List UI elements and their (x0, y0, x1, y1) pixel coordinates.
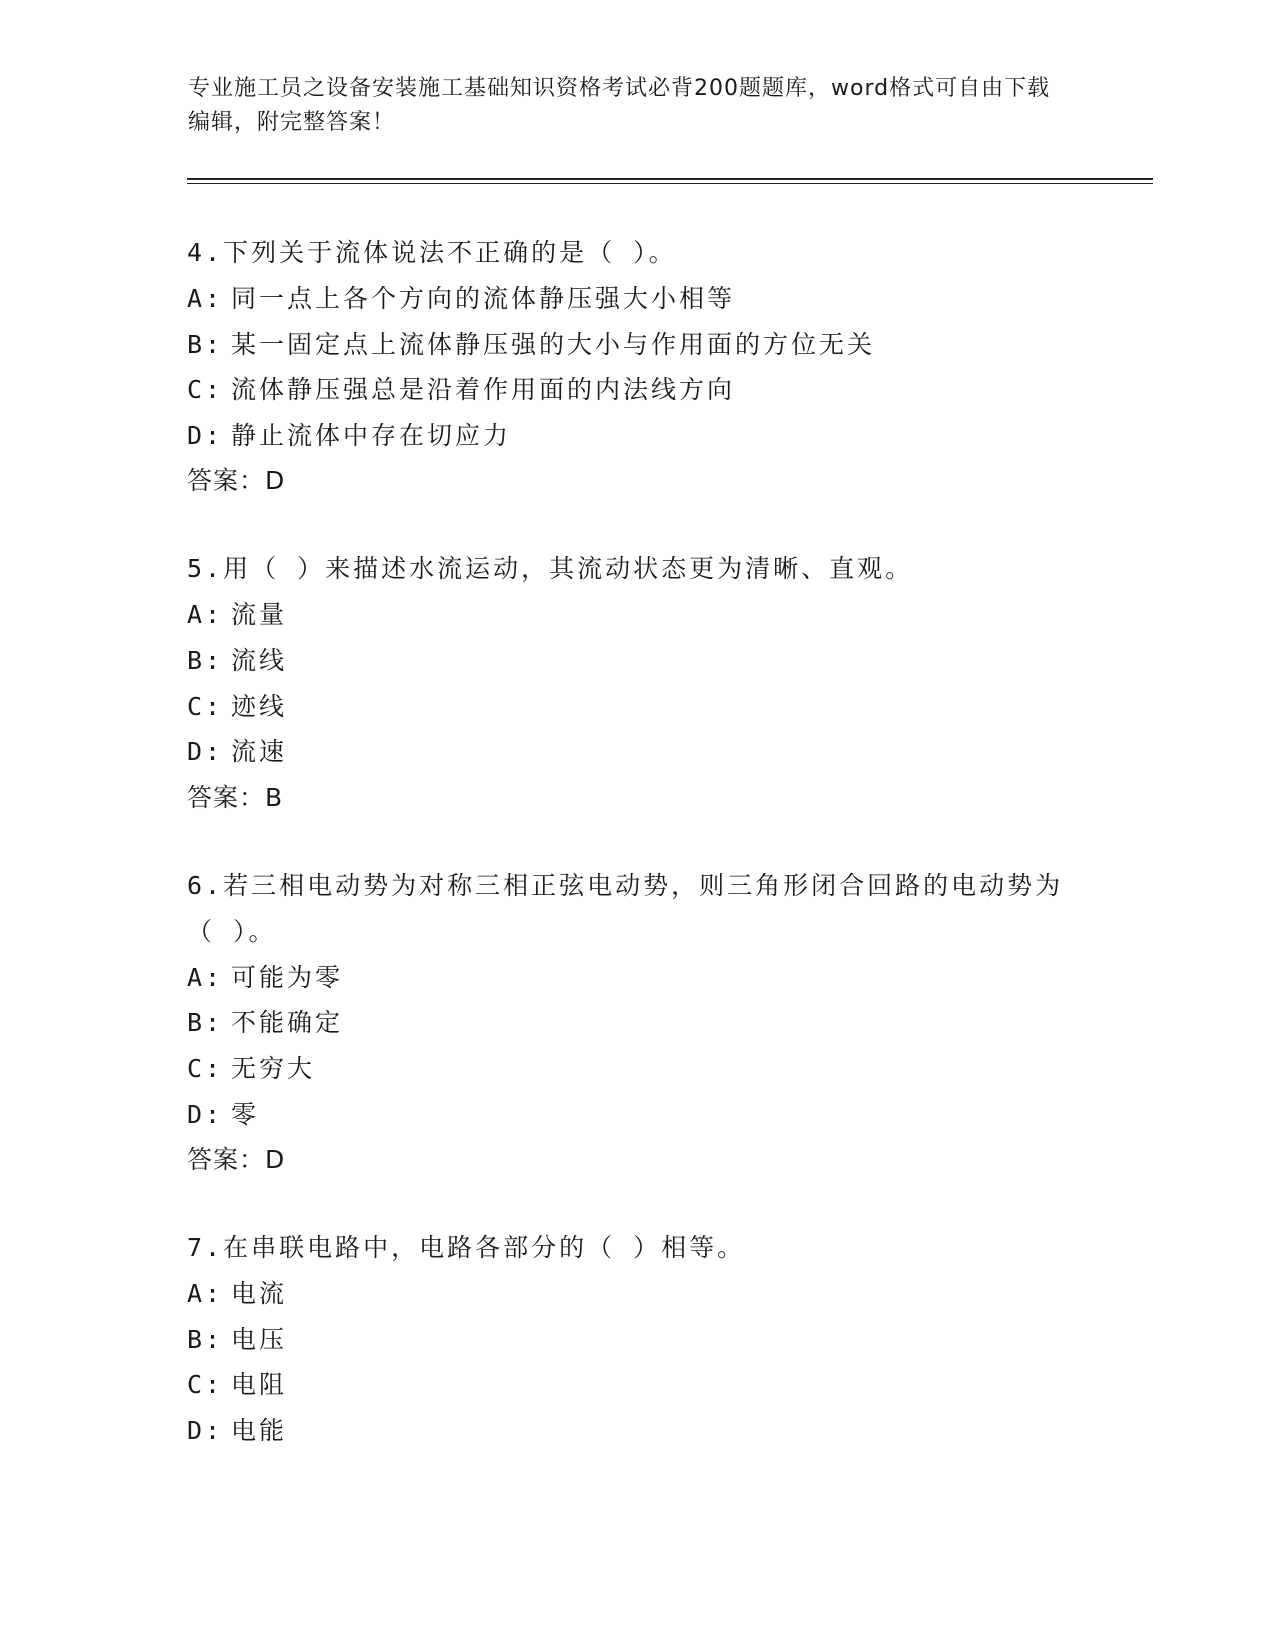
option-letter: A: (187, 284, 224, 313)
option-text: 流体静压强总是沿着作用面的内法线方向 (231, 375, 736, 405)
question-item (187, 546, 1087, 820)
question-stem: 5.用（ ）来描述水流运动，其流动状态更为清晰、直观。 (187, 554, 914, 584)
option-letter: A: (187, 962, 224, 992)
option-letter: B: (187, 329, 224, 359)
option-a (187, 1271, 1087, 1317)
option-letter: B: (187, 1324, 224, 1354)
option-b (187, 638, 1087, 684)
option-c (187, 1362, 1087, 1408)
option-letter: D: (187, 1415, 224, 1445)
option-text: 电阻 (231, 1370, 288, 1400)
option-text: 可能为零 (231, 962, 344, 992)
question-stem: 7.在串联电路中，电路各部分的（ ）相等。 (187, 1233, 746, 1263)
option-letter: B: (187, 645, 224, 675)
option-d (187, 1092, 1087, 1138)
option-text: 电压 (231, 1324, 288, 1354)
option-letter: C: (187, 1370, 224, 1400)
option-d (187, 1408, 1087, 1454)
header-divider-thin (187, 183, 1153, 184)
option-c (187, 684, 1087, 730)
option-text: 流线 (231, 645, 288, 675)
option-letter: D: (187, 1099, 224, 1129)
option-text: 静止流体中存在切应力 (231, 420, 512, 450)
option-letter: A: (187, 600, 224, 630)
option-letter: C: (187, 375, 224, 405)
option-c (187, 1046, 1087, 1092)
option-a (187, 955, 1087, 1001)
option-text: 零 (231, 1099, 260, 1129)
answer-line: 答案：D (187, 466, 286, 496)
question-item (187, 863, 1087, 1183)
option-letter: D: (187, 737, 224, 767)
document-title: 专业施工员之设备安装施工基础知识资格考试必背200题题库，word格式可自由下载编辑，附完整答案！ (188, 76, 1051, 135)
option-a (187, 592, 1087, 638)
option-letter: B: (187, 1008, 224, 1038)
option-text: 迹线 (231, 691, 288, 721)
question-stem: 6.若三相电动势为对称三相正弦电动势，则三角形闭合回路的电动势为（ ）。 (187, 870, 1064, 946)
option-letter: C: (187, 691, 224, 721)
option-letter: A: (187, 1279, 224, 1309)
option-a (187, 276, 1087, 322)
option-text: 电流 (231, 1279, 288, 1309)
option-text: 某一固定点上流体静压强的大小与作用面的方位无关 (231, 329, 876, 359)
option-b (187, 1000, 1087, 1046)
question-item (187, 1225, 1087, 1453)
answer-line: 答案：D (187, 1145, 286, 1175)
option-d (187, 413, 1087, 459)
option-text: 流速 (231, 737, 288, 767)
option-text: 电能 (231, 1415, 288, 1445)
option-b (187, 1317, 1087, 1363)
question-stem: 4.下列关于流体说法不正确的是（ ）。 (187, 238, 677, 267)
option-b (187, 322, 1087, 368)
option-d (187, 729, 1087, 775)
option-letter: C: (187, 1053, 224, 1083)
option-c (187, 367, 1087, 413)
option-text: 流量 (231, 600, 288, 630)
header-divider-thick (187, 178, 1153, 180)
question-list (187, 230, 1087, 1496)
option-text: 不能确定 (231, 1008, 344, 1038)
option-letter: D: (187, 420, 224, 450)
question-item (187, 230, 1087, 504)
option-text: 同一点上各个方向的流体静压强大小相等 (231, 284, 736, 313)
option-text: 无穷大 (231, 1053, 316, 1083)
answer-line: 答案：B (187, 782, 284, 812)
